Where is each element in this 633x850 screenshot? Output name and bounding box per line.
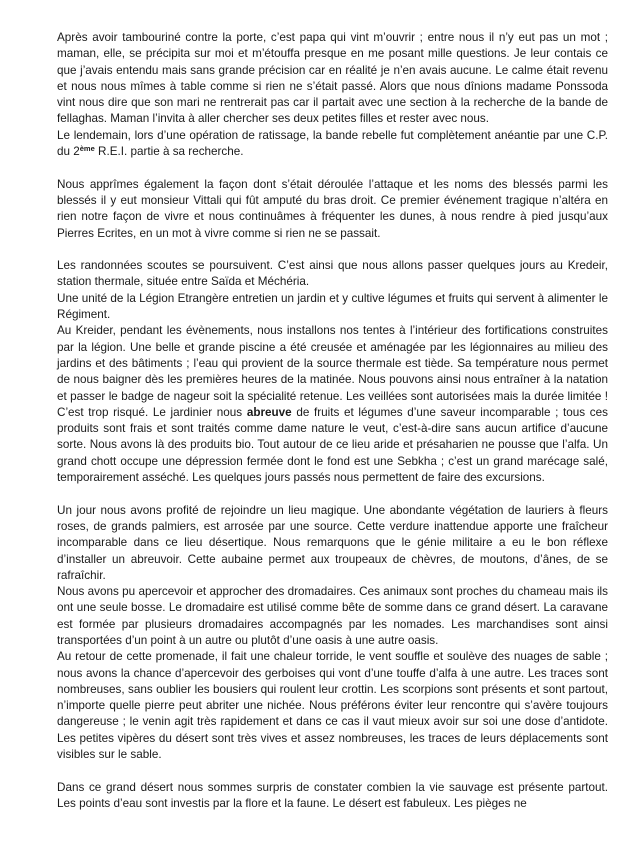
paragraph-next-day-text: Le lendemain, lors d’une opération de ratissage, la bande rebelle fut complètement anéantie par une C.P. du 2 <box>57 128 608 159</box>
paragraph-next-day-end: R.E.I. partie à sa recherche. <box>94 145 244 159</box>
paragraph-attack: Nous apprîmes également la façon dont s’était déroulée l’attaque et les noms des blessés parmi les blessés il y eut monsieur Vittali qui fût amputé du bras droit. Ce premier événement tragique n’altéra en rien notre façon de vivre et nous continuâmes à fréquenter les dunes, à nous rendre à pied jusqu’aux Pierres Ecrites, en un mot à vivre comme si rien ne se passait. <box>57 177 608 240</box>
paragraph-magic-place: Un jour nous avons profité de rejoindre un lieu magique. Une abondante végétation de lauriers à fleurs roses, de grands palmiers, est arrosée par une source. Cette verdure inattendue apporte une fraîcheur incomparable dans ce lieu désertique. Nous remarquons que le génie militaire a eu le bon réflexe d’installer un abreuvoir. Cette aubaine permet aux troupeaux de chèvres, de moutons, d’ânes, de se rafraîchir. <box>57 503 608 582</box>
paragraph-scouts: Les randonnées scoutes se poursuivent. C’est ainsi que nous allons passer quelques jours au Kredeir, station thermale, située entre Saïda et Méchéria. <box>57 259 608 289</box>
paragraph-desert: Dans ce grand désert nous sommes surpris de constater combien la vie sauvage est présente partout. Les points d’eau sont investis par la flore et la faune. Le désert est fabuleux. Les pièges ne <box>57 780 608 810</box>
paragraph-return: Au retour de cette promenade, il fait une chaleur torride, le vent souffle et soulève des nuages de sable ; nous avons la chance d’apercevoir des gerboises qui vont d’une touffe d’alfa à une autre. Les traces sont nombreuses, sans oublier les bousiers qui roulent leur crottin. Les scorpions sont présents et sont partout, n’importe quelle pierre peut abriter une nichée. Nous préférons éviter leur rencontre qui s’avère toujours dangereuse ; le venin agit très rapidement et dans ce cas il vaut mieux avoir sur soi une dose d’antidote. Les petites vipères du désert sont très vives et assez nombreuses, les traces de leurs déplacements sont visibles sur le sable. <box>57 650 608 762</box>
paragraph-dromedaries: Nous avons pu apercevoir et approcher des dromadaires. Ces animaux sont proches du chameau mais ils ont une seule bosse. Le dromadaire est utilisé comme bête de somme dans ce grand désert. La caravane est formée par plusieurs dromadaires accompagnés par les nomades. Les marchandises sont ainsi transportées d’un point à un autre ou plutôt d’une oasis à une autre oasis. <box>57 585 608 647</box>
ordinal-superscript: ème <box>79 144 95 154</box>
bold-word: abreuve <box>246 405 292 419</box>
paragraph-kreider-text: Au Kreider, pendant les évènements, nous installons nos tentes à l’intérieur des fortifications construites par la légion. Une belle et grande piscine a été creusée et aménagée par les légionnaires au milieu des jardins et des bâtiments ; l’eau qui provient de la source thermale est tiède. Sa température nous permet de nous baigner dès les premières heures de la matinée. Nous pouvons ainsi nous entraîner à la natation et passer le badge de nageur soit la spécialité retenue. Les veillées sont autorisées mais la durée limitée ! C’est trop risqué. Le jardinier nous <box>57 324 608 419</box>
paragraph-arrival: Après avoir tambouriné contre la porte, c’est papa qui vint m’ouvrir ; entre nous il n’y eut pas un mot ; maman, elle, se précipita sur moi et m’étouffa presque en me posant mille questions. Je leur contais ce que j’avais entendu mais sans grande précision car en réalité je n’en avais aucune. Le calme était revenu et nous nous mîmes à table comme si rien ne s’était passé. Alors que nous dînions madame Ponssoda vint nous dire que son mari ne rentrerait pas car il partait avec une section à la recherche de la bande de fellaghas. Maman l’invita à aller chercher ses deux petites filles et rester avec nous. <box>57 31 608 126</box>
paragraph-legion-garden: Une unité de la Légion Etrangère entretien un jardin et y cultive légumes et fruits qui servent à alimenter le Régiment. <box>57 291 608 322</box>
paragraph-kreider-end: de fruits et légumes d’une saveur incomparable ; tous ces produits sont frais et sont traités comme dame nature le veut, c’est-à-dire sans aucun artifice d’aucune sorte. Nous avons là des produits bio. Tout autour de ce lieu aride et présaharien ne pousse que l’alfa. Un grand chott occupe une dépression fermée dont le fond est une Sebkha ; c’est un grand marécage salé, temporairement asséché. Les quelques jours passés nous permettent de faire des excursions. <box>57 405 608 485</box>
paragraph-next-day <box>57 128 608 161</box>
paragraph-kreider <box>57 323 608 486</box>
document-page <box>57 30 608 812</box>
